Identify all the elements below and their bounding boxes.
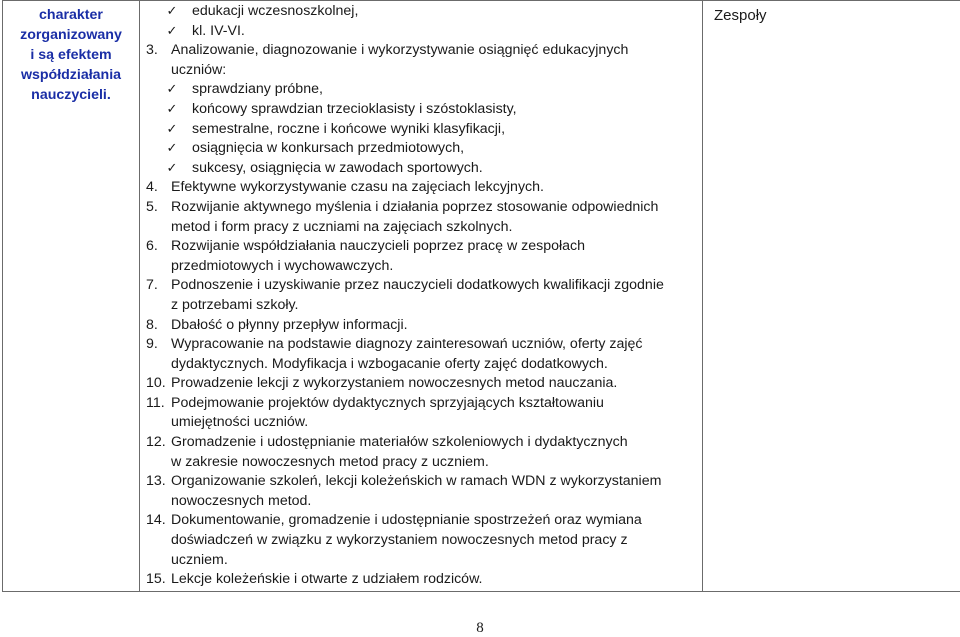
numbered-item [146,374,698,394]
item-line: uczniem. [171,551,228,568]
item-line: Prowadzenie lekcji z wykorzystaniem nowoczesnych metod nauczania. [171,375,618,392]
check-item-text: osiągnięcia w konkursach przedmiotowych, [192,140,465,157]
item-number: 12. [146,434,166,451]
item-line: doświadczeń w związku z wykorzystaniem nowoczesnych metod pracy z [171,532,628,549]
item-line: Analizowanie, diagnozowanie i wykorzystywanie osiągnięć edukacyjnych [171,42,629,59]
task-list [140,1,702,590]
item-line: dydaktycznych. Modyfikacja i wzbogacanie oferty zajęć dodatkowych. [171,355,608,372]
left-line: i są efektem [30,47,112,63]
check-item-text: sprawdziany próbne, [192,81,323,98]
document-table [2,0,960,592]
item-line: Efektywne wykorzystywanie czasu na zajęciach lekcyjnych. [171,179,544,196]
item-number: 10. [146,375,166,392]
item-number: 8. [146,316,158,333]
item-number: 3. [146,42,158,59]
check-icon: ✓ [166,101,178,117]
item-number: 4. [146,179,158,196]
check-item [146,139,698,159]
numbered-item [146,178,698,198]
numbered-item [146,335,698,374]
left-line: nauczycieli. [31,87,111,103]
item-line: Organizowanie szkoleń, lekcji koleżeńskich w ramach WDN z wykorzystaniem [171,473,662,490]
item-line: w zakresie nowoczesnych metod pracy z uczniem. [171,453,489,470]
item-line: przedmiotowych i wychowawczych. [171,257,394,274]
item-number: 13. [146,473,166,490]
left-cell [3,1,140,592]
item-line: Rozwijanie współdziałania nauczycieli poprzez pracę w zespołach [171,238,586,255]
left-line: charakter [39,7,103,23]
numbered-item [146,198,698,237]
check-item [146,100,698,120]
item-line: Gromadzenie i udostępnianie materiałów szkoleniowych i dydaktycznych [171,434,628,451]
check-item [146,120,698,140]
item-line: Podejmowanie projektów dydaktycznych sprzyjających kształtowaniu [171,394,604,411]
numbered-item [146,237,698,276]
numbered-item [146,511,698,570]
check-item-text: końcowy sprawdzian trzecioklasisty i szóstoklasisty, [192,100,517,117]
left-line: współdziałania [20,67,122,83]
item-line: Dbałość o płynny przepływ informacji. [171,316,408,333]
item-line: uczniów: [171,61,227,78]
page-number: 8 [476,620,484,636]
check-item-text: sukcesy, osiągnięcia w zawodach sportowych. [192,159,483,176]
check-icon: ✓ [166,4,178,19]
item-line: Rozwijanie aktywnego myślenia i działania poprzez stosowanie odpowiednich [171,198,659,215]
check-item [146,2,698,22]
check-item-text: edukacji wczesnoszkolnej, [192,3,359,19]
left-cell-text [3,1,139,105]
check-item-text: kl. IV-VI. [192,22,245,39]
check-icon: ✓ [166,141,178,157]
item-line: metod i form pracy z uczniami na zajęciach szkolnych. [171,218,513,235]
item-line: nowoczesnych metod. [171,492,312,509]
right-cell [703,1,960,592]
check-icon: ✓ [166,160,178,176]
item-number: 5. [146,198,158,215]
numbered-item [146,394,698,433]
check-icon: ✓ [166,121,178,137]
numbered-item [146,433,698,472]
numbered-item [146,41,698,80]
numbered-item [146,570,698,590]
numbered-item [146,316,698,336]
middle-cell [140,1,703,592]
item-number: 15. [146,571,166,588]
right-cell-label: Zespoły [714,7,767,24]
item-line: Dokumentowanie, gromadzenie i udostępnianie spostrzeżeń oraz wymiana [171,512,642,529]
item-number: 7. [146,277,158,294]
check-item [146,159,698,179]
left-line: zorganizowany [20,27,122,43]
check-icon: ✓ [166,82,178,98]
check-item [146,80,698,100]
item-line: Lekcje koleżeńskie i otwarte z udziałem rodziców. [171,571,483,588]
numbered-item [146,472,698,511]
item-number: 11. [146,394,165,411]
item-line: Podnoszenie i uzyskiwanie przez nauczycieli dodatkowych kwalifikacji zgodnie [171,277,664,294]
numbered-item [146,276,698,315]
check-item-text: semestralne, roczne i końcowe wyniki klasyfikacji, [192,120,506,137]
item-line: z potrzebami szkoły. [171,296,299,313]
item-line: umiejętności uczniów. [171,414,309,431]
item-number: 9. [146,336,158,353]
item-number: 14. [146,512,166,529]
check-item [146,22,698,42]
item-line: Wypracowanie na podstawie diagnozy zainteresowań uczniów, oferty zajęć [171,336,643,353]
item-number: 6. [146,238,158,255]
table-row [3,1,960,592]
check-icon: ✓ [166,23,178,39]
